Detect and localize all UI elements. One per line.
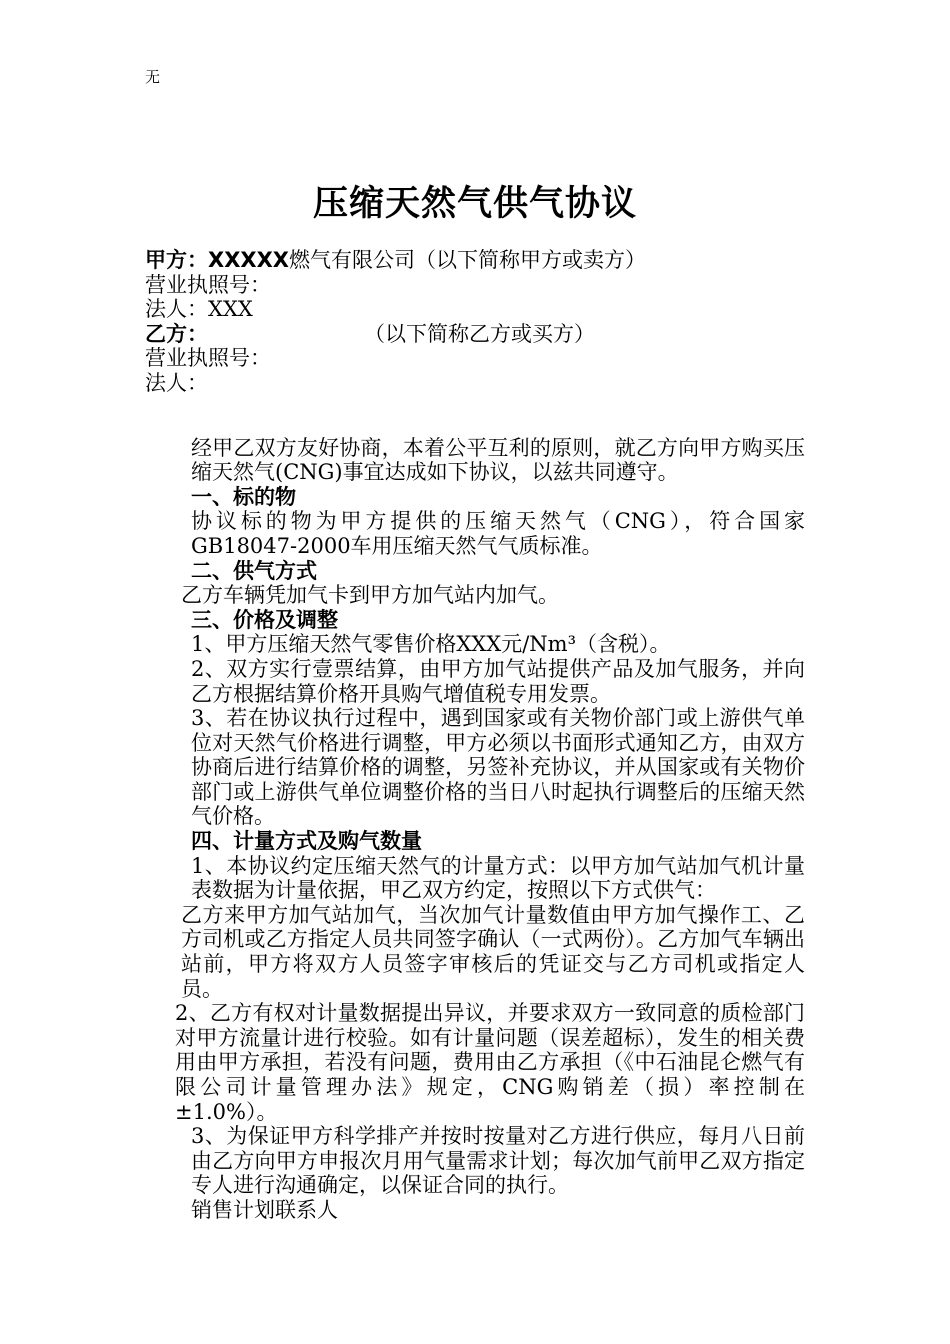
preamble: 经甲乙双方友好协商，本着公平互利的原则，就乙方向甲方购买压缩天然气(CNG)事宜达成如下协议，以兹共同遵守。 [191,435,805,485]
party-b-line [145,322,805,347]
party-a-name: XXXXX [208,248,289,272]
section-4-heading: 四、计量方式及购气数量 [191,829,422,854]
party-a-label: 甲方： [145,248,208,272]
section-4-item-1-detail: 乙方来甲方加气站加气，当次加气计量数值由甲方加气操作工、乙方司机或乙方指定人员共同签字确认（一式两份）。乙方加气车辆出站前，甲方将双方人员签字审核后的凭证交与乙方司机或指定人员。 [181,902,805,1001]
legal-b: 法人： [145,370,208,395]
section-3-item-3: 3、若在协议执行过程中，遇到国家或有关物价部门或上游供气单位对天然气价格进行调整，甲方必须以书面形式通知乙方，由双方协商后进行结算价格的调整，另签补充协议，并从国家或有关物价部门或上游供气单位调整价格的当日八时起执行调整后的压缩天然气价格。 [191,706,805,829]
spacer [145,396,805,436]
section-4-item-2: 2、乙方有权对计量数据提出异议，并要求双方一致同意的质检部门对甲方流量计进行校验。如有计量问题（误差超标），发生的相关费用由甲方承担，若没有问题，费用由乙方承担（《中石油昆仑燃气有限公司计量管理办法》规定，CNG购销差（损）率控制在±1.0%）。 [175,1001,805,1124]
party-b-rest: （以下简称乙方或买方） [364,321,595,346]
section-3-item-1: 1、甲方压缩天然气零售价格XXX元/Nm³（含税）。 [191,632,671,657]
license-b: 营业执照号： [145,346,271,371]
section-2-heading: 二、供气方式 [191,558,317,583]
section-1-heading: 一、标的物 [191,484,296,509]
document-title: 压缩天然气供气协议 [312,184,637,224]
section-3-heading: 三、价格及调整 [191,607,338,632]
section-4-item-3: 3、为保证甲方科学排产并按时按量对乙方进行供应，每月八日前由乙方向甲方申报次月用气量需求计划；每次加气前甲乙双方指定专人进行沟通确定，以保证合同的执行。 [191,1124,805,1198]
document-body [145,248,805,1223]
section-1-body: 协议标的物为甲方提供的压缩天然气（CNG），符合国家GB18047-2000车用压缩天然气气质标准。 [191,509,805,558]
party-a-line [145,248,805,273]
sales-plan-contact: 销售计划联系人 [191,1197,338,1222]
section-2-body: 乙方车辆凭加气卡到甲方加气站内加气。 [181,583,559,608]
license-a: 营业执照号： [145,272,271,297]
header-note: 无 [145,68,161,86]
party-b-label: 乙方： [145,321,208,346]
section-3-item-2: 2、双方实行壹票结算，由甲方加气站提供产品及加气服务，并向乙方根据结算价格开具购气增值税专用发票。 [191,656,805,706]
legal-a: 法人：XXX [145,297,253,322]
party-a-rest: 燃气有限公司（以下简称甲方或卖方） [288,248,646,272]
section-4-item-1: 1、本协议约定压缩天然气的计量方式：以甲方加气站加气机计量表数据为计量依据，甲乙双方约定，按照以下方式供气： [191,853,805,903]
